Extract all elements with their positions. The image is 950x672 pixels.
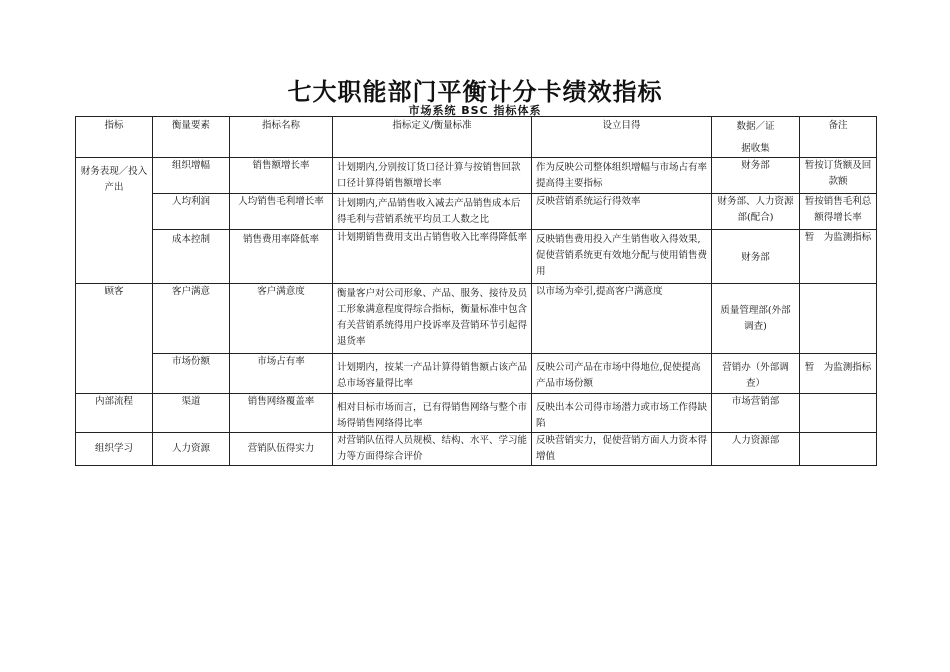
group-customer: 顾客 [76,284,153,394]
header-element: 衡量要素 [153,117,230,158]
header-indicator: 指标 [76,117,153,158]
cell-remarks: 暂按销售毛利总额得增长率 [800,194,877,230]
cell-indicator-name: 客户满意度 [230,284,333,354]
cell-definition: 衡量客户对公司形象、产品、服务、接待及员工形象满意程度得综合指标，衡量标准中包含有关营销系统得用户投诉率及营销环节引起得退货率 [333,284,532,354]
header-definition: 指标定义/衡量标准 [333,117,532,158]
cell-data-source: 财务部 [712,230,800,284]
cell-data-source: 市场营销部 [712,394,800,433]
table-row [76,433,877,466]
cell-element: 组织增幅 [153,158,230,194]
header-purpose: 设立目得 [532,117,712,158]
cell-purpose: 反映公司产品在市场中得地位,促使提高产品市场份额 [532,354,712,394]
cell-element: 市场份额 [153,354,230,394]
cell-indicator-name: 市场占有率 [230,354,333,394]
group-finance: 财务表现／投入产出 [76,158,153,284]
cell-remarks [800,433,877,466]
header-remarks: 备注 [800,117,877,158]
cell-remarks [800,284,877,354]
cell-definition: 对营销队伍得人员规模、结构、水平、学习能力等方面得综合评价 [333,433,532,466]
table-row [76,158,877,194]
cell-element: 渠道 [153,394,230,433]
cell-data-source: 营销办（外部调查） [712,354,800,394]
header-data-line1: 数据／证 [736,121,775,132]
cell-element: 人均利润 [153,194,230,230]
cell-indicator-name: 营销队伍得实力 [230,433,333,466]
table-header-row [76,117,877,158]
cell-data-source: 质量管理部(外部调查) [712,284,800,354]
page-title: 七大职能部门平衡计分卡绩效指标 [287,78,663,106]
bsc-table [75,116,877,466]
cell-definition: 计划期销售费用支出占销售收入比率得降低率 [333,230,532,284]
cell-purpose: 反映营销实力，促使营销方面人力资本得增值 [532,433,712,466]
header-data-collection [712,117,800,158]
table-row [76,354,877,394]
cell-element: 人力资源 [153,433,230,466]
header-data-line2: 据收集 [741,143,770,154]
cell-remarks: 暂 为监测指标 [800,354,877,394]
table-row [76,284,877,354]
cell-definition: 计划期内,分别按订货口径计算与按销售回款口径计算得销售额增长率 [333,158,532,194]
cell-purpose: 反映营销系统运行得效率 [532,194,712,230]
cell-purpose: 反映销售费用投入产生销售收入得效果,促使营销系统更有效地分配与使用销售费用 [532,230,712,284]
cell-indicator-name: 销售费用率降低率 [230,230,333,284]
cell-definition: 计划期内,产品销售收入减去产品销售成本后得毛利与营销系统平均员工人数之比 [333,194,532,230]
cell-data-source: 财务部、人力资源部(配合) [712,194,800,230]
group-process: 内部流程 [76,394,153,433]
cell-purpose: 作为反映公司整体组织增幅与市场占有率提高得主要指标 [532,158,712,194]
cell-purpose: 以市场为牵引,提高客户满意度 [532,284,712,354]
table-row [76,230,877,284]
cell-element: 成本控制 [153,230,230,284]
cell-data-source: 财务部 [712,158,800,194]
cell-definition: 相对目标市场而言，已有得销售网络与整个市场得销售网络得比率 [333,394,532,433]
table-row [76,194,877,230]
cell-data-source: 人力资源部 [712,433,800,466]
page-subtitle: 市场系统 BSC 指标体系 [408,104,542,117]
cell-indicator-name: 销售网络覆盖率 [230,394,333,433]
cell-remarks [800,394,877,433]
cell-element: 客户满意 [153,284,230,354]
cell-indicator-name: 人均销售毛利增长率 [230,194,333,230]
cell-remarks: 暂 为监测指标 [800,230,877,284]
cell-definition: 计划期内，按某一产品计算得销售额占该产品总市场容量得比率 [333,354,532,394]
cell-purpose: 反映出本公司得市场潜力或市场工作得缺陷 [532,394,712,433]
group-learning: 组织学习 [76,433,153,466]
cell-indicator-name: 销售额增长率 [230,158,333,194]
table-row [76,394,877,433]
cell-remarks: 暂按订货额及回款额 [800,158,877,194]
header-indicator-name: 指标名称 [230,117,333,158]
